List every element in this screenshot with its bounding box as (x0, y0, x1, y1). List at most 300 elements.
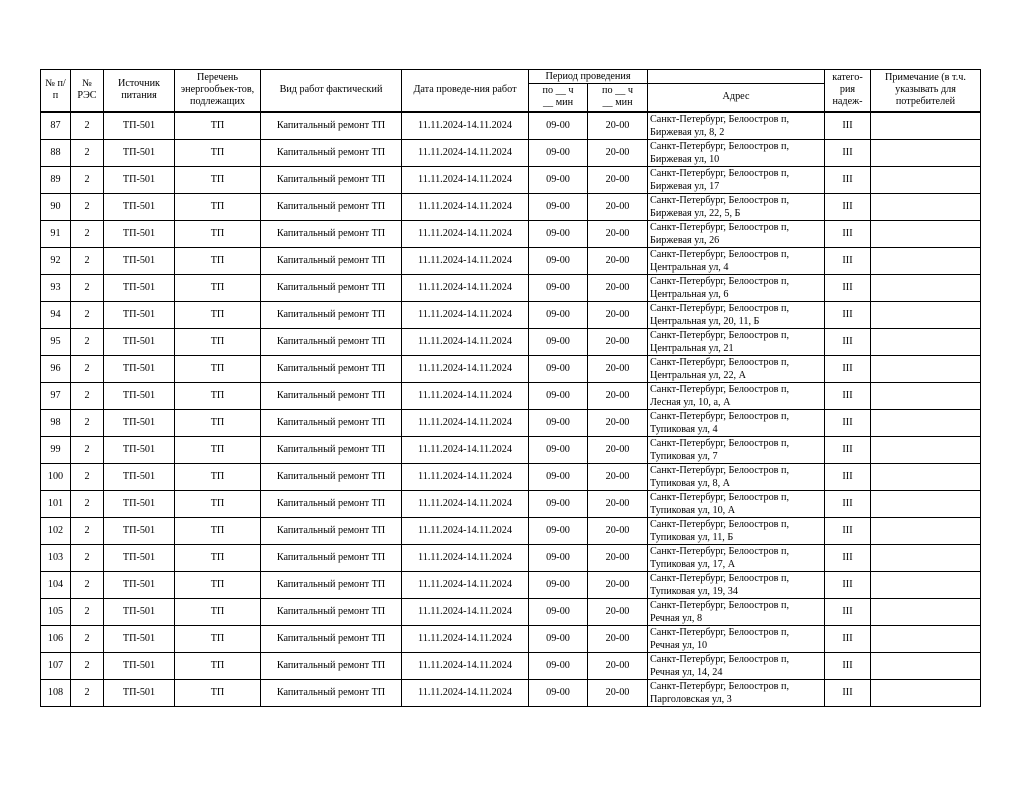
table-row (41, 652, 981, 679)
cell-res: 2 (71, 436, 104, 463)
cell-num: 92 (41, 247, 71, 274)
cell-res: 2 (71, 139, 104, 166)
table-row (41, 355, 981, 382)
cell-period-to: 20-00 (588, 382, 648, 409)
cell-res: 2 (71, 598, 104, 625)
cell-num: 104 (41, 571, 71, 598)
cell-num: 106 (41, 625, 71, 652)
cell-period-to: 20-00 (588, 544, 648, 571)
cell-category: III (825, 328, 871, 355)
cell-date: 11.11.2024-14.11.2024 (402, 193, 529, 220)
cell-source: ТП-501 (104, 625, 175, 652)
cell-note (871, 382, 981, 409)
header-period-from-hours: по __ ч (542, 85, 574, 97)
table-row (41, 571, 981, 598)
address-line-2: Тупиковая ул, 17, А (650, 558, 736, 570)
cell-date: 11.11.2024-14.11.2024 (402, 409, 529, 436)
cell-date: 11.11.2024-14.11.2024 (402, 166, 529, 193)
cell-source: ТП-501 (104, 679, 175, 706)
address-line-1: Санкт-Петербург, Белоостров п, (650, 437, 790, 449)
header-address: Адрес (648, 84, 825, 112)
table-row (41, 301, 981, 328)
cell-num: 89 (41, 166, 71, 193)
cell-date: 11.11.2024-14.11.2024 (402, 112, 529, 140)
cell-objects: ТП (175, 598, 261, 625)
table-row (41, 193, 981, 220)
cell-res: 2 (71, 193, 104, 220)
cell-res: 2 (71, 166, 104, 193)
cell-address (648, 247, 825, 274)
header-num: № п/п (41, 70, 71, 112)
cell-res: 2 (71, 247, 104, 274)
address-line-1: Санкт-Петербург, Белоостров п, (650, 383, 790, 395)
cell-objects: ТП (175, 301, 261, 328)
cell-objects: ТП (175, 220, 261, 247)
address-line-2: Биржевая ул, 10 (650, 153, 720, 165)
cell-res: 2 (71, 220, 104, 247)
table-row (41, 598, 981, 625)
cell-address (648, 436, 825, 463)
cell-work: Капитальный ремонт ТП (261, 220, 402, 247)
cell-period-to: 20-00 (588, 463, 648, 490)
cell-note (871, 193, 981, 220)
cell-note (871, 598, 981, 625)
cell-period-from: 09-00 (529, 436, 588, 463)
table-row (41, 490, 981, 517)
table-header (41, 70, 981, 112)
cell-address (648, 409, 825, 436)
header-objects: Перечень энергообъек-тов, подлежащих (175, 70, 261, 112)
header-note: Примечание (в т.ч. указывать для потребителей (871, 70, 981, 112)
table-row (41, 679, 981, 706)
cell-category: III (825, 544, 871, 571)
cell-address (648, 517, 825, 544)
cell-address (648, 355, 825, 382)
cell-objects: ТП (175, 436, 261, 463)
cell-address (648, 463, 825, 490)
cell-date: 11.11.2024-14.11.2024 (402, 571, 529, 598)
cell-period-from: 09-00 (529, 139, 588, 166)
cell-res: 2 (71, 652, 104, 679)
cell-work: Капитальный ремонт ТП (261, 328, 402, 355)
address-line-1: Санкт-Петербург, Белоостров п, (650, 653, 790, 665)
cell-work: Капитальный ремонт ТП (261, 112, 402, 140)
cell-num: 95 (41, 328, 71, 355)
cell-note (871, 328, 981, 355)
address-line-1: Санкт-Петербург, Белоостров п, (650, 545, 790, 557)
cell-period-from: 09-00 (529, 652, 588, 679)
cell-period-from: 09-00 (529, 112, 588, 140)
cell-num: 103 (41, 544, 71, 571)
cell-res: 2 (71, 490, 104, 517)
table-body (41, 112, 981, 707)
cell-date: 11.11.2024-14.11.2024 (402, 382, 529, 409)
header-work: Вид работ фактический (261, 70, 402, 112)
cell-date: 11.11.2024-14.11.2024 (402, 139, 529, 166)
cell-note (871, 463, 981, 490)
cell-note (871, 247, 981, 274)
cell-objects: ТП (175, 517, 261, 544)
table-row (41, 247, 981, 274)
table-row (41, 220, 981, 247)
cell-source: ТП-501 (104, 436, 175, 463)
cell-work: Капитальный ремонт ТП (261, 247, 402, 274)
cell-objects: ТП (175, 382, 261, 409)
cell-note (871, 112, 981, 140)
table-row (41, 463, 981, 490)
cell-address (648, 490, 825, 517)
cell-category: III (825, 652, 871, 679)
cell-objects: ТП (175, 247, 261, 274)
cell-period-to: 20-00 (588, 598, 648, 625)
cell-source: ТП-501 (104, 193, 175, 220)
address-line-2: Лесная ул, 10, а, А (650, 396, 731, 408)
cell-category: III (825, 301, 871, 328)
cell-source: ТП-501 (104, 382, 175, 409)
cell-num: 93 (41, 274, 71, 301)
table-row (41, 625, 981, 652)
cell-objects: ТП (175, 490, 261, 517)
cell-res: 2 (71, 463, 104, 490)
cell-source: ТП-501 (104, 328, 175, 355)
cell-work: Капитальный ремонт ТП (261, 652, 402, 679)
cell-res: 2 (71, 274, 104, 301)
cell-date: 11.11.2024-14.11.2024 (402, 247, 529, 274)
cell-work: Капитальный ремонт ТП (261, 544, 402, 571)
cell-work: Капитальный ремонт ТП (261, 355, 402, 382)
cell-note (871, 220, 981, 247)
cell-period-to: 20-00 (588, 328, 648, 355)
cell-date: 11.11.2024-14.11.2024 (402, 652, 529, 679)
cell-note (871, 571, 981, 598)
address-line-1: Санкт-Петербург, Белоостров п, (650, 572, 790, 584)
cell-date: 11.11.2024-14.11.2024 (402, 625, 529, 652)
cell-res: 2 (71, 544, 104, 571)
address-line-2: Центральная ул, 4 (650, 261, 729, 273)
cell-address (648, 679, 825, 706)
header-period-to-minutes: __ мин (602, 97, 633, 109)
cell-source: ТП-501 (104, 274, 175, 301)
cell-num: 88 (41, 139, 71, 166)
cell-period-to: 20-00 (588, 193, 648, 220)
cell-objects: ТП (175, 139, 261, 166)
cell-period-from: 09-00 (529, 598, 588, 625)
address-line-1: Санкт-Петербург, Белоостров п, (650, 329, 790, 341)
cell-address (648, 571, 825, 598)
table-row (41, 436, 981, 463)
cell-period-from: 09-00 (529, 490, 588, 517)
cell-note (871, 517, 981, 544)
address-line-2: Речная ул, 14, 24 (650, 666, 723, 678)
cell-date: 11.11.2024-14.11.2024 (402, 679, 529, 706)
address-line-2: Центральная ул, 6 (650, 288, 729, 300)
cell-work: Капитальный ремонт ТП (261, 571, 402, 598)
table-row (41, 328, 981, 355)
cell-category: III (825, 355, 871, 382)
cell-res: 2 (71, 112, 104, 140)
address-line-1: Санкт-Петербург, Белоостров п, (650, 221, 790, 233)
cell-num: 94 (41, 301, 71, 328)
cell-period-from: 09-00 (529, 355, 588, 382)
cell-date: 11.11.2024-14.11.2024 (402, 517, 529, 544)
address-line-1: Санкт-Петербург, Белоостров п, (650, 194, 790, 206)
cell-source: ТП-501 (104, 220, 175, 247)
cell-period-from: 09-00 (529, 409, 588, 436)
cell-period-to: 20-00 (588, 274, 648, 301)
table-row (41, 274, 981, 301)
cell-period-to: 20-00 (588, 652, 648, 679)
address-line-2: Речная ул, 10 (650, 639, 708, 651)
address-line-2: Тупиковая ул, 11, Б (650, 531, 734, 543)
cell-period-from: 09-00 (529, 625, 588, 652)
cell-category: III (825, 463, 871, 490)
cell-source: ТП-501 (104, 301, 175, 328)
address-line-2: Тупиковая ул, 8, А (650, 477, 731, 489)
cell-category: III (825, 436, 871, 463)
cell-category: III (825, 112, 871, 140)
table-row (41, 112, 981, 140)
cell-objects: ТП (175, 571, 261, 598)
cell-period-from: 09-00 (529, 571, 588, 598)
address-line-2: Биржевая ул, 22, 5, Б (650, 207, 741, 219)
cell-objects: ТП (175, 274, 261, 301)
cell-work: Капитальный ремонт ТП (261, 679, 402, 706)
cell-date: 11.11.2024-14.11.2024 (402, 301, 529, 328)
cell-address (648, 274, 825, 301)
cell-period-to: 20-00 (588, 139, 648, 166)
cell-num: 105 (41, 598, 71, 625)
cell-work: Капитальный ремонт ТП (261, 517, 402, 544)
cell-category: III (825, 517, 871, 544)
cell-category: III (825, 598, 871, 625)
cell-num: 91 (41, 220, 71, 247)
address-line-1: Санкт-Петербург, Белоостров п, (650, 275, 790, 287)
cell-objects: ТП (175, 652, 261, 679)
cell-category: III (825, 409, 871, 436)
cell-note (871, 355, 981, 382)
cell-work: Капитальный ремонт ТП (261, 301, 402, 328)
cell-period-to: 20-00 (588, 220, 648, 247)
cell-num: 99 (41, 436, 71, 463)
cell-category: III (825, 274, 871, 301)
cell-category: III (825, 679, 871, 706)
cell-objects: ТП (175, 193, 261, 220)
address-line-2: Центральная ул, 21 (650, 342, 734, 354)
cell-work: Капитальный ремонт ТП (261, 436, 402, 463)
cell-period-from: 09-00 (529, 328, 588, 355)
cell-address (648, 112, 825, 140)
cell-work: Капитальный ремонт ТП (261, 166, 402, 193)
cell-res: 2 (71, 301, 104, 328)
cell-date: 11.11.2024-14.11.2024 (402, 463, 529, 490)
cell-objects: ТП (175, 679, 261, 706)
cell-address (648, 544, 825, 571)
cell-source: ТП-501 (104, 166, 175, 193)
cell-note (871, 409, 981, 436)
address-line-1: Санкт-Петербург, Белоостров п, (650, 248, 790, 260)
cell-note (871, 490, 981, 517)
cell-category: III (825, 139, 871, 166)
cell-source: ТП-501 (104, 112, 175, 140)
cell-date: 11.11.2024-14.11.2024 (402, 544, 529, 571)
header-period-from (529, 84, 588, 112)
cell-objects: ТП (175, 625, 261, 652)
cell-res: 2 (71, 625, 104, 652)
address-line-2: Центральная ул, 20, 11, Б (650, 315, 760, 327)
cell-category: III (825, 490, 871, 517)
cell-note (871, 679, 981, 706)
address-line-1: Санкт-Петербург, Белоостров п, (650, 113, 790, 125)
cell-address (648, 625, 825, 652)
cell-num: 102 (41, 517, 71, 544)
cell-period-from: 09-00 (529, 193, 588, 220)
cell-category: III (825, 220, 871, 247)
cell-num: 90 (41, 193, 71, 220)
cell-category: III (825, 625, 871, 652)
table-row (41, 382, 981, 409)
cell-period-from: 09-00 (529, 517, 588, 544)
cell-period-to: 20-00 (588, 247, 648, 274)
cell-work: Капитальный ремонт ТП (261, 625, 402, 652)
cell-objects: ТП (175, 409, 261, 436)
cell-category: III (825, 247, 871, 274)
cell-address (648, 220, 825, 247)
cell-date: 11.11.2024-14.11.2024 (402, 220, 529, 247)
cell-work: Капитальный ремонт ТП (261, 139, 402, 166)
cell-period-to: 20-00 (588, 436, 648, 463)
cell-num: 96 (41, 355, 71, 382)
cell-res: 2 (71, 328, 104, 355)
cell-source: ТП-501 (104, 490, 175, 517)
cell-category: III (825, 382, 871, 409)
address-line-1: Санкт-Петербург, Белоостров п, (650, 626, 790, 638)
cell-period-from: 09-00 (529, 220, 588, 247)
address-line-2: Биржевая ул, 17 (650, 180, 720, 192)
cell-period-from: 09-00 (529, 679, 588, 706)
cell-work: Капитальный ремонт ТП (261, 598, 402, 625)
address-line-2: Речная ул, 8 (650, 612, 703, 624)
cell-period-from: 09-00 (529, 166, 588, 193)
outage-schedule-table (40, 69, 981, 707)
cell-address (648, 193, 825, 220)
address-line-1: Санкт-Петербург, Белоостров п, (650, 410, 790, 422)
cell-res: 2 (71, 571, 104, 598)
table-row (41, 409, 981, 436)
address-line-2: Тупиковая ул, 7 (650, 450, 718, 462)
cell-note (871, 625, 981, 652)
cell-period-from: 09-00 (529, 382, 588, 409)
header-period-to-hours: по __ ч (602, 85, 633, 97)
cell-work: Капитальный ремонт ТП (261, 490, 402, 517)
cell-period-to: 20-00 (588, 355, 648, 382)
cell-note (871, 274, 981, 301)
cell-num: 97 (41, 382, 71, 409)
cell-period-to: 20-00 (588, 112, 648, 140)
cell-source: ТП-501 (104, 652, 175, 679)
cell-objects: ТП (175, 544, 261, 571)
cell-date: 11.11.2024-14.11.2024 (402, 436, 529, 463)
cell-res: 2 (71, 517, 104, 544)
table-row (41, 517, 981, 544)
cell-period-from: 09-00 (529, 544, 588, 571)
cell-address (648, 301, 825, 328)
cell-source: ТП-501 (104, 139, 175, 166)
cell-period-to: 20-00 (588, 490, 648, 517)
cell-period-from: 09-00 (529, 301, 588, 328)
address-line-1: Санкт-Петербург, Белоостров п, (650, 356, 790, 368)
header-category: катего-рия надеж- (825, 70, 871, 112)
cell-num: 107 (41, 652, 71, 679)
cell-note (871, 544, 981, 571)
cell-source: ТП-501 (104, 598, 175, 625)
cell-res: 2 (71, 409, 104, 436)
table-row (41, 544, 981, 571)
header-period-to (588, 84, 648, 112)
cell-date: 11.11.2024-14.11.2024 (402, 274, 529, 301)
cell-res: 2 (71, 355, 104, 382)
cell-address (648, 328, 825, 355)
address-line-1: Санкт-Петербург, Белоостров п, (650, 491, 790, 503)
cell-num: 101 (41, 490, 71, 517)
cell-period-from: 09-00 (529, 274, 588, 301)
address-line-2: Тупиковая ул, 4 (650, 423, 718, 435)
cell-work: Капитальный ремонт ТП (261, 274, 402, 301)
cell-res: 2 (71, 679, 104, 706)
cell-category: III (825, 166, 871, 193)
cell-note (871, 652, 981, 679)
cell-objects: ТП (175, 166, 261, 193)
cell-category: III (825, 571, 871, 598)
address-line-1: Санкт-Петербург, Белоостров п, (650, 518, 790, 530)
cell-work: Капитальный ремонт ТП (261, 409, 402, 436)
cell-date: 11.11.2024-14.11.2024 (402, 598, 529, 625)
cell-objects: ТП (175, 355, 261, 382)
cell-num: 100 (41, 463, 71, 490)
table-row (41, 166, 981, 193)
address-line-2: Центральная ул, 22, А (650, 369, 747, 381)
cell-res: 2 (71, 382, 104, 409)
cell-work: Капитальный ремонт ТП (261, 193, 402, 220)
address-line-2: Тупиковая ул, 19, 34 (650, 585, 738, 597)
cell-source: ТП-501 (104, 517, 175, 544)
cell-address (648, 652, 825, 679)
cell-note (871, 436, 981, 463)
header-res: № РЭС (71, 70, 104, 112)
cell-source: ТП-501 (104, 544, 175, 571)
address-line-1: Санкт-Петербург, Белоостров п, (650, 680, 790, 692)
cell-source: ТП-501 (104, 409, 175, 436)
header-date: Дата проведе-ния работ (402, 70, 529, 112)
cell-num: 98 (41, 409, 71, 436)
cell-period-to: 20-00 (588, 571, 648, 598)
cell-period-to: 20-00 (588, 679, 648, 706)
cell-num: 108 (41, 679, 71, 706)
header-period: Период проведения (529, 70, 648, 84)
cell-source: ТП-501 (104, 247, 175, 274)
address-line-2: Парголовская ул, 3 (650, 693, 732, 705)
address-line-1: Санкт-Петербург, Белоостров п, (650, 140, 790, 152)
address-line-1: Санкт-Петербург, Белоостров п, (650, 302, 790, 314)
cell-category: III (825, 193, 871, 220)
cell-period-to: 20-00 (588, 517, 648, 544)
cell-note (871, 139, 981, 166)
cell-objects: ТП (175, 328, 261, 355)
cell-period-to: 20-00 (588, 625, 648, 652)
cell-address (648, 139, 825, 166)
header-period-from-minutes: __ мин (542, 97, 574, 109)
cell-date: 11.11.2024-14.11.2024 (402, 355, 529, 382)
cell-date: 11.11.2024-14.11.2024 (402, 328, 529, 355)
